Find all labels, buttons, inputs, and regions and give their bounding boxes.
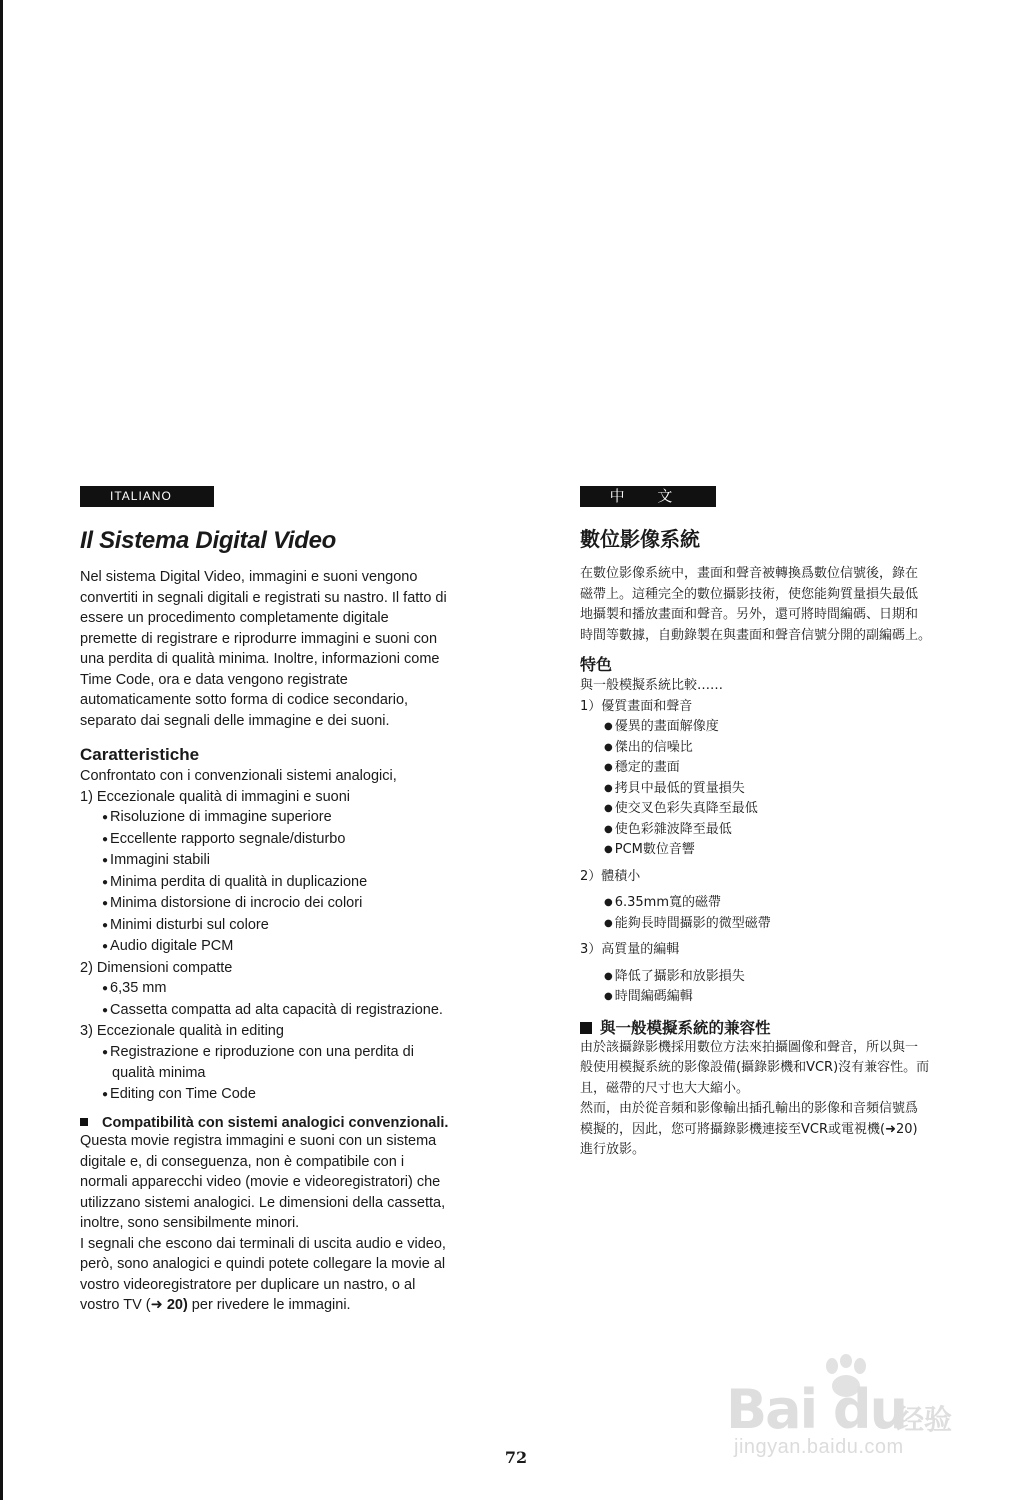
feature-item: ● 穩定的畫面	[580, 758, 1010, 779]
bullet-icon: ●	[102, 833, 109, 845]
feature-item: ● 降低了攝影和放影損失	[580, 967, 1010, 988]
compat-line: Questa movie registra immagini e suoni con un sistema	[80, 1133, 437, 1149]
compat-line: 由於該攝錄影機採用數位方法來拍攝圖像和聲音，所以與一	[580, 1039, 919, 1055]
bullet-icon: ●	[604, 782, 613, 794]
language-tab-italiano: ITALIANO	[80, 486, 214, 507]
bullet-icon: ●	[604, 762, 613, 773]
bullet-icon: ●	[102, 983, 109, 994]
bullet-icon: ●	[102, 1004, 109, 1016]
compat-line: 模擬的，因此，您可將攝錄影機連接至VCR或電視機(➜20)	[580, 1121, 918, 1137]
feature-item: ● Minimi disturbi sul colore	[80, 915, 510, 937]
feature-item: ● PCM數位音響	[580, 840, 1010, 861]
compatibility-text	[580, 1038, 1010, 1161]
feature-item: ● Eccellente rapporto segnale/disturbo	[80, 829, 510, 851]
italian-title: Il Sistema Digital Video	[80, 527, 336, 554]
feature-item: ● 6.35mm寬的磁帶	[580, 893, 1010, 914]
feature-item: ● Risoluzione di immagine superiore	[80, 807, 510, 829]
intro-line: separato dai segnali delle immagine e dei suoni.	[80, 712, 390, 729]
bullet-icon: ●	[102, 1046, 109, 1058]
square-bullet-icon	[580, 1022, 592, 1034]
compat-line: però, sono analogici e quindi potete collegare la movie al	[80, 1256, 446, 1272]
page-reference: ➜ 20)	[150, 1297, 188, 1313]
intro-line: 地攝製和播放畫面和聲音。另外，還可將時間編碼、日期和	[580, 607, 919, 622]
intro-line: premette di registrare e riprodurre immagini e suoni con	[80, 630, 438, 647]
watermark-url: jingyan.baidu.com	[734, 1436, 904, 1458]
feature-item: ● 優異的畫面解像度	[580, 717, 1010, 738]
feature-group-1: 1) Eccezionale qualità di immagini e suoni	[80, 788, 351, 805]
scan-edge	[0, 0, 3, 1500]
compat-line: 般使用模擬系統的影像設備(攝錄影機和VCR)沒有兼容性。而	[580, 1060, 930, 1075]
features-list	[80, 766, 510, 1105]
compatibility-text	[80, 1131, 510, 1316]
bullet-icon: ●	[604, 823, 613, 835]
italian-intro	[80, 567, 510, 731]
page-number: 72	[504, 1448, 528, 1467]
compat-line: 然而，由於從音頻和影像輸出插孔輸出的影像和音頻信號爲	[580, 1101, 919, 1116]
bullet-icon: ●	[604, 970, 613, 982]
intro-line: 在數位影像系統中，畫面和聲音被轉換爲數位信號後，錄在	[580, 566, 919, 581]
intro-line: automaticamente sotto forma di codice secondario,	[80, 692, 409, 708]
compat-line: 且，磁帶的尺寸也大大縮小。	[580, 1080, 750, 1096]
bullet-icon: ●	[102, 1088, 109, 1100]
chinese-intro	[580, 564, 1010, 646]
feature-item: ● 傑出的信噪比	[580, 738, 1010, 759]
compat-line: 進行放影。	[580, 1142, 646, 1157]
compat-line: I segnali che escono dai terminali di uscita audio e video,	[80, 1235, 446, 1252]
feature-item: ● Audio digitale PCM	[80, 936, 510, 958]
compat-line: vostro videoregistratore per duplicare un nastro, o al	[80, 1276, 416, 1293]
feature-item: ● 6,35 mm	[80, 978, 510, 1000]
feature-item: ● 能夠長時間攝影的微型磁帶	[580, 914, 1010, 935]
intro-line: convertiti in segnali digitali e registrati su nastro. Il fatto di	[80, 589, 447, 606]
italian-column	[80, 486, 510, 1316]
bullet-icon: ●	[604, 721, 613, 732]
bullet-icon: ●	[102, 812, 109, 823]
compatibility-heading: Compatibilità con sistemi analogici convenzionali.	[80, 1115, 510, 1131]
intro-line: 時間等數據，自動錄製在與畫面和聲音信號分開的副編碼上。	[580, 627, 932, 643]
feature-item: ● 時間編碼編輯	[580, 987, 1010, 1008]
feature-group-3: 3）高質量的編輯	[580, 942, 680, 957]
bullet-icon: ●	[102, 855, 109, 866]
watermark-brand: Bai du	[726, 1378, 907, 1441]
bullet-icon: ●	[604, 991, 613, 1002]
compat-line: normali apparecchi video (movie e videoregistratori) che	[80, 1174, 441, 1190]
bullet-icon: ●	[604, 897, 613, 908]
feature-item: ● Editing con Time Code	[80, 1084, 510, 1106]
intro-line: 磁帶上。這種完全的數位攝影技術，使您能夠質量損失最低	[580, 586, 919, 602]
feature-group-3: 3) Eccezionale qualità in editing	[80, 1023, 284, 1039]
bullet-icon: ●	[102, 919, 109, 931]
intro-line: Time Code, ora e data vengono registrate	[80, 671, 348, 688]
intro-line: Nel sistema Digital Video, immagini e suoni vengono	[80, 569, 418, 585]
features-list	[580, 676, 1010, 1008]
bullet-icon: ●	[604, 917, 613, 929]
feature-group-2: 2）體積小	[580, 868, 641, 884]
bullet-icon: ●	[102, 898, 109, 909]
bullet-icon: ●	[604, 741, 613, 753]
features-intro: 與一般模擬系統比較……	[580, 678, 724, 693]
feature-item: ● 拷貝中最低的質量損失	[580, 779, 1010, 800]
feature-item: ● Immagini stabili	[80, 850, 510, 872]
features-heading: 特色	[580, 655, 613, 674]
compat-line: utilizzano sistemi analogici. Le dimensioni della cassetta,	[80, 1194, 446, 1211]
intro-line: essere un procedimento completamente digitale	[80, 610, 389, 626]
feature-item: ● 使色彩雜波降至最低	[580, 820, 1010, 841]
compatibility-heading: 與一般模擬系統的兼容性	[580, 1016, 1010, 1038]
feature-item: ● Minima perdita di qualità in duplicazione	[80, 872, 510, 894]
features-intro: Confrontato con i convenzionali sistemi analogici,	[80, 768, 397, 784]
bullet-icon: ●	[604, 803, 613, 814]
bullet-icon: ●	[102, 876, 109, 888]
intro-line: una perdita di qualità minima. Inoltre, informazioni come	[80, 651, 440, 667]
feature-item: ● Minima distorsione di incrocio dei colori	[80, 893, 510, 915]
compat-line: inoltre, sono sensibilmente minori.	[80, 1215, 300, 1231]
bullet-icon: ●	[102, 941, 109, 952]
chinese-column	[580, 486, 1010, 1161]
feature-item-continuation: qualità minima	[112, 1065, 206, 1081]
feature-group-2: 2) Dimensioni compatte	[80, 959, 233, 976]
bullet-icon: ●	[604, 844, 613, 855]
feature-group-1: 1）優質畫面和聲音	[580, 698, 693, 714]
watermark-subtitle: 经验	[896, 1404, 953, 1435]
compat-line: vostro TV (➜ 20) per rivedere le immagini.	[80, 1297, 351, 1313]
chinese-title: 數位影像系統	[580, 527, 700, 551]
features-heading: Caratteristiche	[80, 745, 200, 764]
square-bullet-icon	[80, 1118, 88, 1126]
language-tab-chinese: 中 文	[580, 486, 716, 507]
feature-item: ● Cassetta compatta ad alta capacità di registrazione.	[80, 1000, 510, 1022]
compat-line: digitale e, di conseguenza, non è compatibile con i	[80, 1153, 405, 1170]
feature-item: ● Registrazione e riproduzione con una perdita di	[80, 1042, 510, 1064]
feature-item: ● 使交叉色彩失真降至最低	[580, 799, 1010, 820]
